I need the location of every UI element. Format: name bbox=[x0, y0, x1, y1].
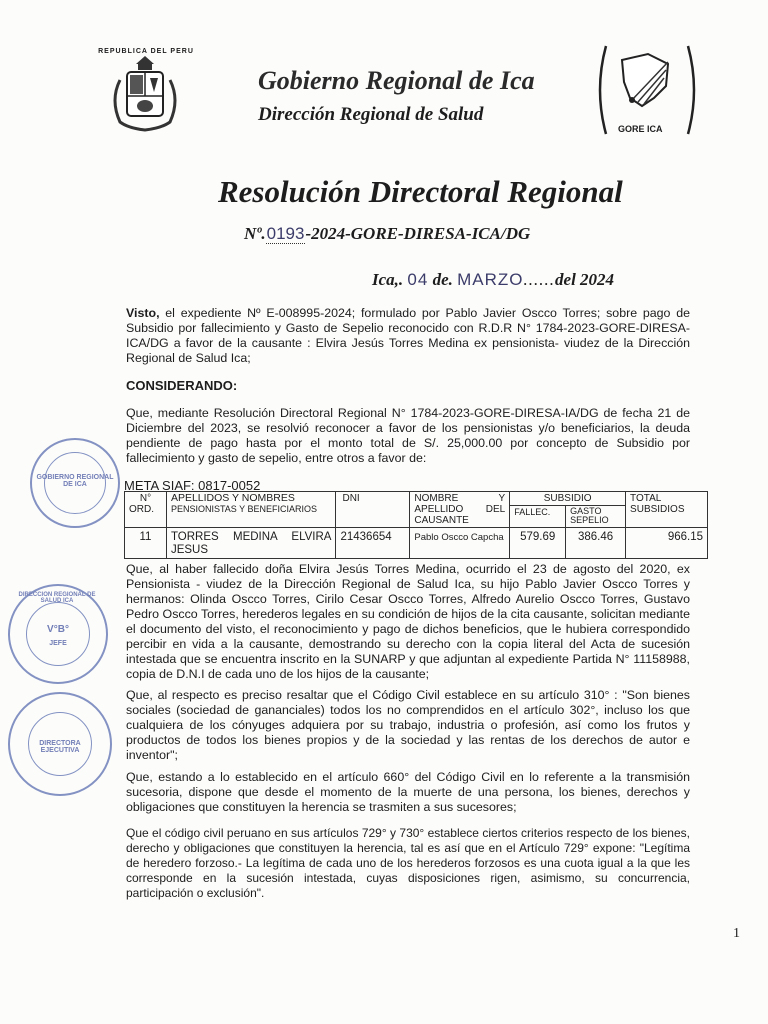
visto-lead: Visto, bbox=[126, 306, 160, 320]
date-dots: ...... bbox=[523, 270, 556, 289]
cell-total: 966.15 bbox=[626, 528, 708, 559]
header-ord: N° ORD. bbox=[125, 492, 167, 528]
resolution-title: Resolución Directoral Regional bbox=[218, 174, 623, 209]
meta-siaf: META SIAF: 0817-0052 bbox=[124, 478, 261, 493]
visto-paragraph bbox=[126, 306, 690, 366]
resolution-number bbox=[244, 224, 530, 244]
date-year: del 2024 bbox=[555, 270, 615, 289]
seal-caption: REPUBLICA DEL PERU bbox=[98, 48, 194, 55]
header-fallec: FALLEC. bbox=[510, 506, 566, 528]
paragraph-1: Que, mediante Resolución Directoral Regional N° 1784-2023-GORE-DIRESA-IA/DG de fecha 21 de Diciembre del 2023, se resolvió reconocer a favor de los pensionistas y/o beneficiarios, la deuda pendiente de pago hasta por el monto total de S/. 25,000.00 por concepto de Subsidio por fallecimiento y gasto de sepelio, entre otros a favor de: bbox=[126, 406, 690, 465]
number-prefix: Nº. bbox=[244, 224, 266, 243]
header-subsidio: SUBSIDIO bbox=[510, 492, 626, 506]
stamp2-jefe: JEFE bbox=[49, 640, 67, 647]
gore-ica-logo bbox=[592, 40, 702, 140]
paragraph-3: Que, al respecto es preciso resaltar que el Código Civil establece en su artículo 310° : "Son bienes sociales (sociedad de gananciales) todos los no comprendidos en el artículo 302°, incluso los que cualquiera de los cónyuges adquiera por su trabajo, industria o profesión, así como los frutos y productos de todos los bienes propios y de la sociedad y las rentas de los derechos de autor e inventor"; bbox=[126, 688, 690, 762]
date-de: de. bbox=[432, 270, 453, 289]
cell-dni: 21436654 bbox=[336, 528, 410, 559]
stamp2-text: DIRECCION REGIONAL DE SALUD ICA bbox=[18, 592, 96, 604]
cell-name: TORRES MEDINA ELVIRA JESUS bbox=[166, 528, 336, 559]
visto-text: el expediente Nº E-008995-2024; formulado por Pablo Javier Oscco Torres; sobre pago de Subsidio por fallecimiento y Gasto de Sepelio reconocido con R.D.R N° 1784-2023-GORE-DIRESA-ICA/DG a favor de la causante : Elvira Jesús Torres Medina ex pensionista- viudez de la Dirección Regional de Salud Ica; bbox=[126, 306, 690, 365]
date-day: 04 bbox=[407, 270, 429, 289]
header-causante: NOMBRE Y APELLIDO DEL CAUSANTE bbox=[410, 492, 510, 528]
gore-ica-text: GORE ICA bbox=[618, 124, 663, 134]
paragraph-4: Que, estando a lo establecido en el artículo 660° del Código Civil en lo referente a la transmisión sucesoria, dispone que desde el momento de la muerte de una persona, los bienes, derechos y obligaciones que constituyen la herencia se trasmiten a sus sucesores; bbox=[126, 770, 690, 814]
table-header-row bbox=[125, 492, 708, 506]
peru-coat-of-arms-seal bbox=[98, 40, 194, 140]
date-month: MARZO bbox=[457, 270, 524, 289]
considerando-heading: CONSIDERANDO: bbox=[126, 378, 238, 393]
resolution-date bbox=[372, 270, 614, 290]
regional-government-stamp bbox=[30, 438, 120, 528]
paragraph-5: Que el código civil peruano en sus artículos 729° y 730° establece ciertos criterios respecto de los bienes, derecho y obligaciones que constituyen la herencia, tal es así que en el Artículo 729° expone: "Legítima de heredero forzoso.- La legítima de cada uno de los herederos forzosos es una cuota igual a la que les corresponde en la sucesión intestada, cuyas disposiciones rigen, asimismo, su concurrencia, participación o exclusión". bbox=[126, 826, 690, 900]
cell-ord: 11 bbox=[125, 528, 167, 559]
stamp3-text: DIRECTORA EJECUTIVA bbox=[39, 740, 81, 754]
cell-causante: Pablo Oscco Capcha bbox=[410, 528, 510, 559]
executive-director-stamp bbox=[8, 692, 112, 796]
header-total: TOTAL SUBSIDIOS bbox=[626, 492, 708, 528]
cell-fallec: 579.69 bbox=[510, 528, 566, 559]
page-number: 1 bbox=[733, 926, 740, 941]
stamp2-vb: V°B° bbox=[47, 624, 69, 635]
table-row bbox=[125, 528, 708, 559]
number-handwritten: 0193 bbox=[266, 224, 305, 243]
date-place: Ica,. bbox=[372, 270, 404, 289]
beneficiaries-table bbox=[124, 491, 708, 559]
stamp1-text: GOBIERNO REGIONAL DE ICA bbox=[36, 474, 114, 488]
header-dni: DNI bbox=[336, 492, 410, 528]
vb-stamp bbox=[8, 584, 108, 684]
header-gasto: GASTO SEPELIO bbox=[566, 506, 626, 528]
header-names: APELLIDOS Y NOMBRES PENSIONISTAS Y BENEFICIARIOS bbox=[166, 492, 336, 528]
cell-gasto: 386.46 bbox=[566, 528, 626, 559]
government-title: Gobierno Regional de Ica bbox=[258, 66, 535, 95]
direction-subtitle: Dirección Regional de Salud bbox=[258, 104, 484, 125]
paragraph-2: Que, al haber fallecido doña Elvira Jesús Torres Medina, ocurrido el 23 de agosto del 2020, ex Pensionista - viudez de la Dirección Regional de Salud Ica, su hijo Pablo Javier Oscco Torres y hermanos: Olinda Oscco Torres, Cirilo Cesar Oscco Torres, Alfredo Aurelio Oscco Torres, Gustavo Pedro Oscco Torres, herederos legales en su condición de hijos de la cita causante, solicitan mediante el documento del visto, el reconocimiento y pago de dichos beneficios, que le hubiera correspondido percibir en vida a la causante, demostrando su derecho con la copia literal del Acta de sucesión intestada que se encuentra inscrito en la SUNARP y que adjuntan al expediente Partida N° 11158988, copia de D.N.I de cada uno de los hijos de la causante; bbox=[126, 562, 690, 681]
number-suffix: -2024-GORE-DIRESA-ICA/DG bbox=[305, 224, 531, 243]
